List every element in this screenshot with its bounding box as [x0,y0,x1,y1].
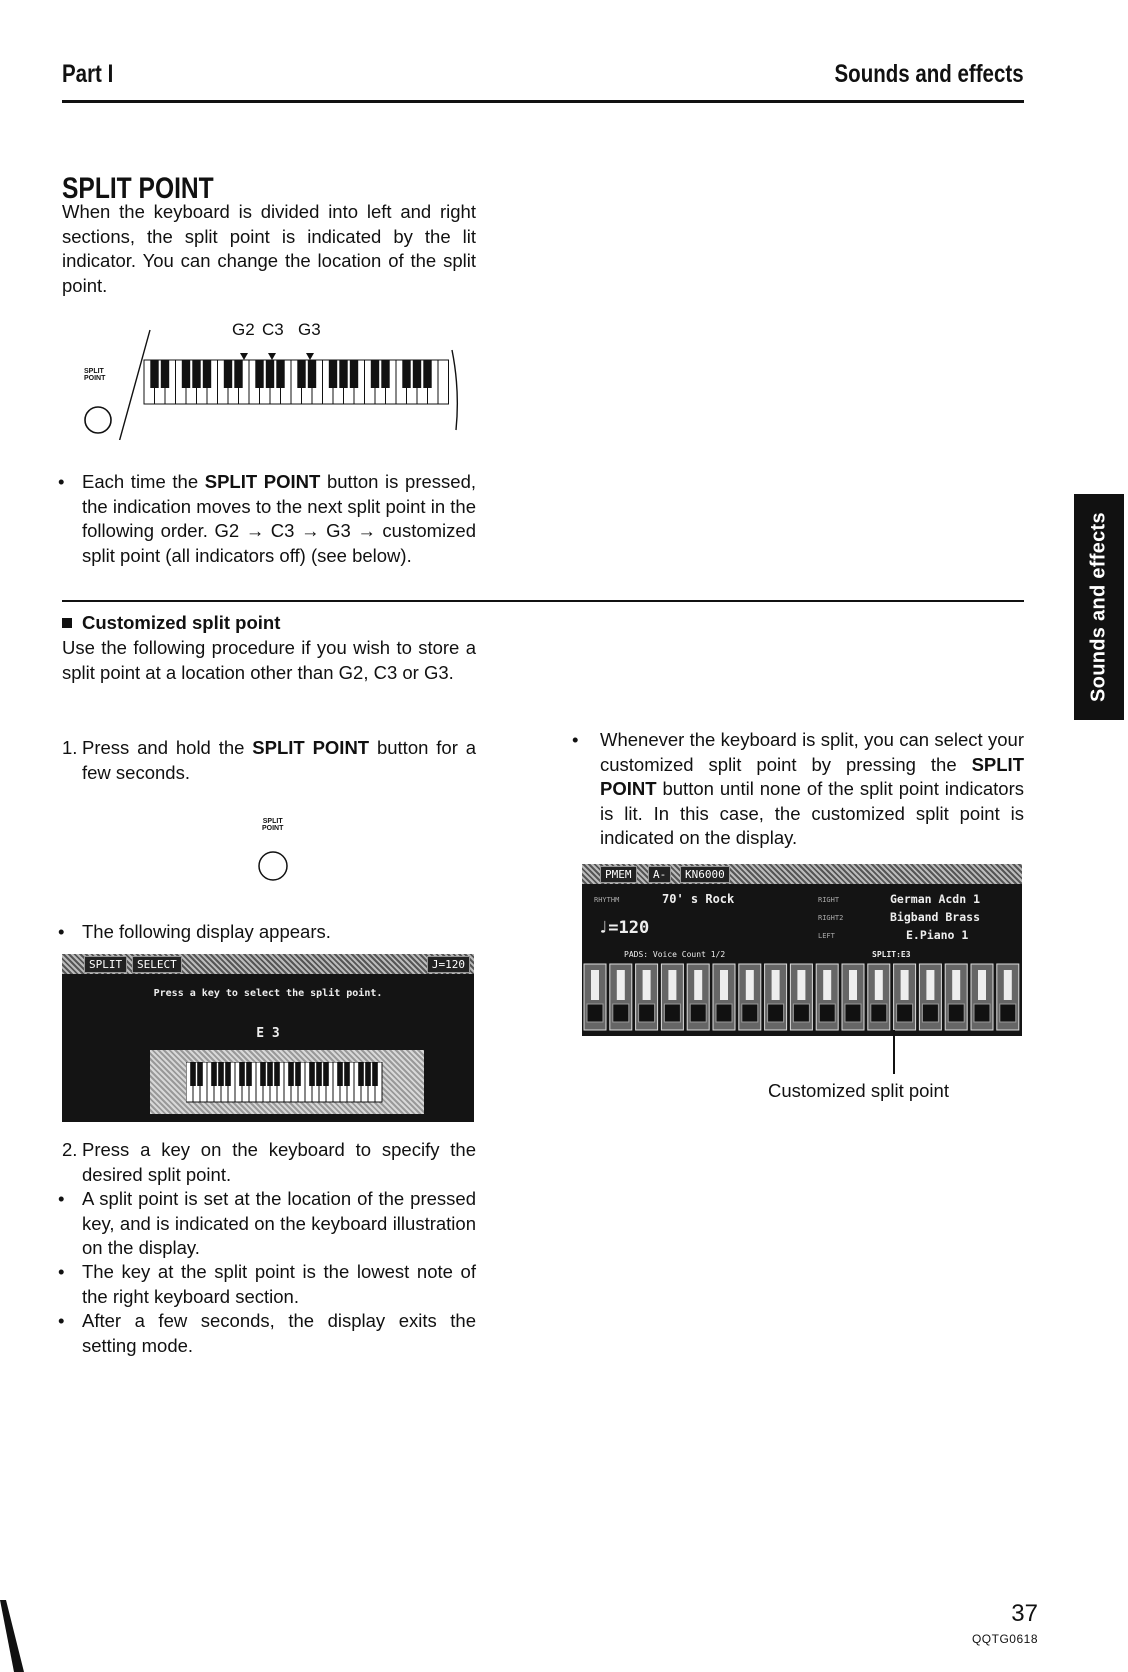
callout-caption: Customized split point [768,1080,949,1101]
instrument-icon [690,1004,706,1022]
page-number: 37 [1011,1600,1038,1627]
mixer-fader [694,970,702,1000]
black-key [211,1062,217,1086]
marker-g2: G2 [232,320,255,339]
section-title: SPLIT POINT [62,172,214,205]
black-key [203,360,211,388]
mixer-fader [875,970,883,1000]
marker-g2-arrow [240,353,248,360]
black-key [276,360,284,388]
black-key [190,1062,196,1086]
black-key [182,360,190,388]
mixer-fader [797,970,805,1000]
black-key [316,1062,322,1086]
instrument-icon [871,1004,887,1022]
mixer-fader [668,970,676,1000]
document-code: QQTG0618 [971,1632,1038,1646]
subsection-title: Customized split point [62,612,280,634]
instrument-icon [793,1004,809,1022]
black-key [308,360,316,388]
keyboard-figure [80,320,480,440]
pads-info: PADS: Voice Count 1/2 [624,950,726,959]
black-key [295,1062,301,1086]
black-key [344,1062,350,1086]
mixer-fader [617,970,625,1000]
display-note: E 3 [256,1026,280,1041]
mixer-fader [643,970,651,1000]
marker-c3: C3 [262,320,284,339]
side-tab: Sounds and effects [1074,494,1124,720]
black-key [274,1062,280,1086]
step2-bullet-2: • The key at the split point is the lowest note of the right keyboard section. [58,1261,476,1307]
header-section: Sounds and effects [834,60,1024,88]
right2-voice: Bigband Brass [890,910,981,924]
black-key [413,360,421,388]
step-2: 2. Press a key on the keyboard to specify the desired split point. [62,1139,476,1185]
instrument-icon [922,1004,938,1022]
mixer-fader [978,970,986,1000]
rhythm-label: RHYTHM [594,896,620,904]
black-key [225,1062,231,1086]
mixer-fader [926,970,934,1000]
right2-label: RIGHT2 [818,914,844,922]
instrument-icon [768,1004,784,1022]
black-key [365,1062,371,1086]
main-display [582,864,1022,1036]
split-point-button-icon [255,848,291,884]
black-key [371,360,379,388]
white-key [438,360,449,404]
black-key [297,360,305,388]
rhythm-name: 70' s Rock [662,892,735,906]
mixer-fader [849,970,857,1000]
tempo-value: ♩=120 [598,918,650,938]
display-keyboard-area [150,1050,424,1114]
scan-edge-mark [0,1600,30,1672]
section-rule [62,600,1024,602]
marker-g3-arrow [306,353,314,360]
instrument-icon [819,1004,835,1022]
black-key [381,360,389,388]
black-key [372,1062,378,1086]
bullet-split-order: • Each time the SPLIT POINT button is pressed, the indication moves to the next split point in the following order. G2 → C3 → G3 → customized split point (all indicators off) (see below). [58,471,477,566]
split-select-display [62,954,474,1122]
bullet-customized-split: • Whenever the keyboard is split, you can select your customized split point by pressing the SPLIT POINT button until none of the split point indicators is lit. In this case, the customized split point is indicated on the display. [572,729,1024,848]
black-key [246,1062,252,1086]
black-key [329,360,337,388]
right-label: RIGHT [818,896,840,904]
split-point-button-label: SPLIT POINT [262,818,284,832]
instrument-icon [639,1004,655,1022]
black-key [224,360,232,388]
bullet-display-appears: • The following display appears. [58,921,331,942]
subsection-intro: Use the following procedure if you wish to store a split point at a location other than G2, C3 or G3. [62,637,476,683]
black-key [266,360,274,388]
mixer-fader [720,970,728,1000]
mixer-fader [746,970,754,1000]
black-key [323,1062,329,1086]
black-key [358,1062,364,1086]
instrument-icon [664,1004,680,1022]
instrument-icon [845,1004,861,1022]
step2-bullet-1: • A split point is set at the location of the pressed key, and is indicated on the keyboard illustration on the display. [58,1188,476,1258]
mixer-fader [952,970,960,1000]
instrument-icon [742,1004,758,1022]
instrument-icon [613,1004,629,1022]
instrument-icon [1000,1004,1016,1022]
black-key [260,1062,266,1086]
black-key [234,360,242,388]
instrument-icon [974,1004,990,1022]
instrument-icon [948,1004,964,1022]
black-key [255,360,263,388]
display-title-bar: SPLIT SELECT J=120 [62,954,474,974]
mixer-strip [582,960,1022,1036]
square-bullet-icon [62,618,72,628]
display-keyboard [186,1062,386,1104]
black-key [288,1062,294,1086]
marker-g3: G3 [298,320,321,339]
step-1: 1. Press and hold the SPLIT POINT button for a few seconds. [62,737,476,783]
marker-c3-arrow [268,353,276,360]
right-voice: German Acdn 1 [890,892,981,906]
mixer-fader [1004,970,1012,1000]
black-key [197,1062,203,1086]
instrument-icon [587,1004,603,1022]
mixer-fader [901,970,909,1000]
black-key [161,360,169,388]
black-key [402,360,410,388]
left-voice: E.Piano 1 [906,928,969,942]
black-key [239,1062,245,1086]
display-message: Press a key to select the split point. [153,988,383,999]
black-key [309,1062,315,1086]
display2-title-bar: PMEM A- KN6000 [582,864,1022,884]
callout-line [893,1030,895,1074]
black-key [339,360,347,388]
black-key [423,360,431,388]
split-readout: SPLIT:E3 [872,950,911,959]
black-key [150,360,158,388]
mixer-fader [591,970,599,1000]
instrument-icon [716,1004,732,1022]
mixer-fader [823,970,831,1000]
black-key [337,1062,343,1086]
left-label: LEFT [818,932,835,940]
split-point-label: SPLIT POINT [84,368,106,382]
intro-paragraph: When the keyboard is divided into left and right sections, the split point is indicated by the lit indicator. You can change the location of the split point. [62,201,476,296]
step2-bullet-3: • After a few seconds, the display exits the setting mode. [58,1310,476,1356]
black-key [267,1062,273,1086]
black-key [218,1062,224,1086]
mixer-fader [772,970,780,1000]
header-rule [62,100,1024,103]
black-key [350,360,358,388]
instrument-icon [897,1004,913,1022]
header-part: Part I [62,60,114,88]
split-point-button-icon [85,407,111,433]
black-key [192,360,200,388]
